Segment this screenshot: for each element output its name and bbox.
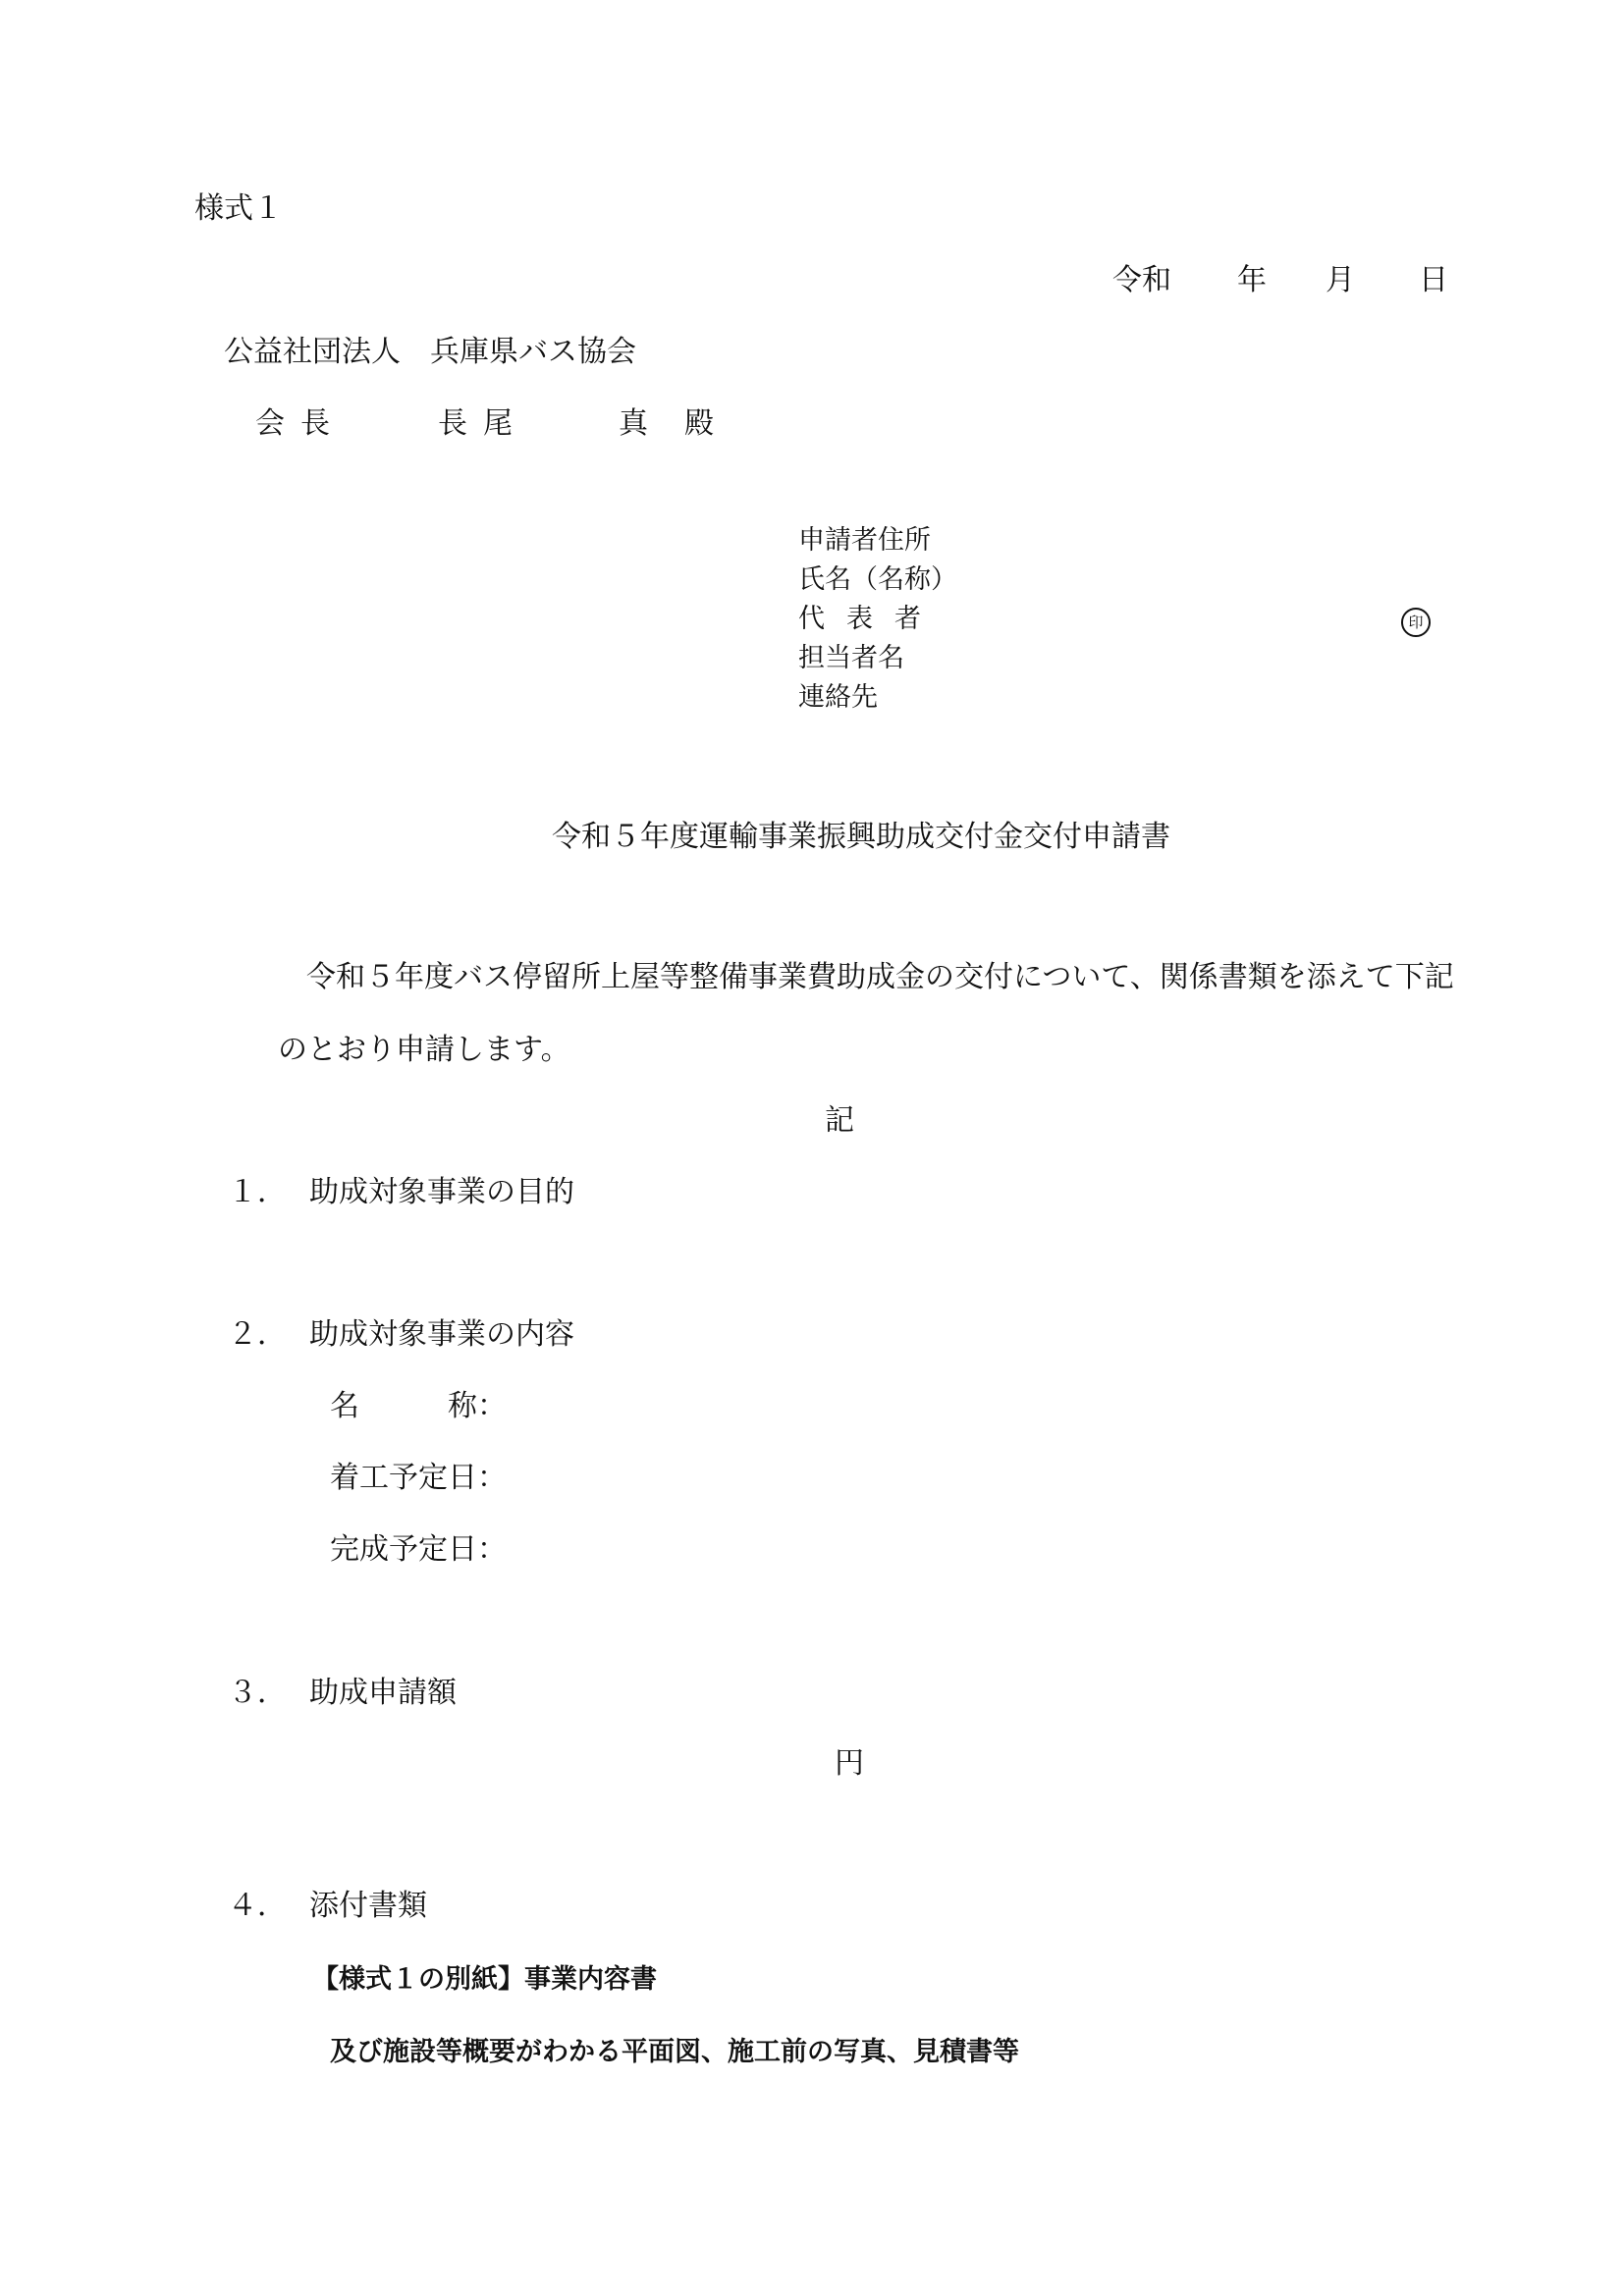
item-label: 助成対象事業の目的 [309,1175,574,1209]
applicant-address-label: 申請者住所 [798,525,931,556]
ki-heading: 記 [825,1103,854,1138]
form-id: 様式１ [194,191,283,226]
applicant-representative-label: 代表者 [798,604,943,634]
body-line-1: 令和５年度バス停留所上屋等整備事業費助成金の交付について、関係書類を添えて下記 [306,960,1454,994]
date-year: 年 [1237,263,1267,297]
detail-start-date-label: 着工予定日： [330,1461,507,1495]
addressee-title: 会長 [255,406,346,441]
seal-icon: 印 [1401,608,1431,637]
item-number: ２． [228,1317,287,1352]
detail-finish-date-label: 完成予定日： [330,1532,507,1567]
addressee-org: 公益社団法人 兵庫県バス協会 [224,335,636,369]
item-label: 添付書類 [309,1889,427,1923]
item-number: ３． [228,1676,287,1710]
attachment-line-1: 【様式１の別紙】事業内容書 [312,1964,657,1995]
detail-name-label: 名 称： [330,1389,507,1423]
seal-mark [1401,604,1431,637]
body-line-2: のとおり申請します。 [278,1033,570,1067]
applicant-contact-label: 連絡先 [798,682,878,713]
date-era: 令和 [1112,263,1171,297]
attachment-line-2: 及び施設等概要がわかる平面図、施工前の写真、見積書等 [330,2037,1019,2067]
applicant-name-label: 氏名（名称） [798,564,957,595]
item-number: １． [228,1175,287,1209]
date-day: 日 [1419,263,1448,297]
item-label: 助成申請額 [309,1676,457,1710]
date-month: 月 [1326,263,1355,297]
addressee-honorific: 殿 [684,406,714,441]
addressee-name: 長尾 真 [438,406,664,441]
item-label: 助成対象事業の内容 [309,1317,574,1352]
applicant-contact-person-label: 担当者名 [798,643,904,673]
item-number: ４． [228,1889,287,1923]
document-title: 令和５年度運輸事業振興助成交付金交付申請書 [552,820,1170,854]
amount-unit: 円 [835,1746,864,1781]
